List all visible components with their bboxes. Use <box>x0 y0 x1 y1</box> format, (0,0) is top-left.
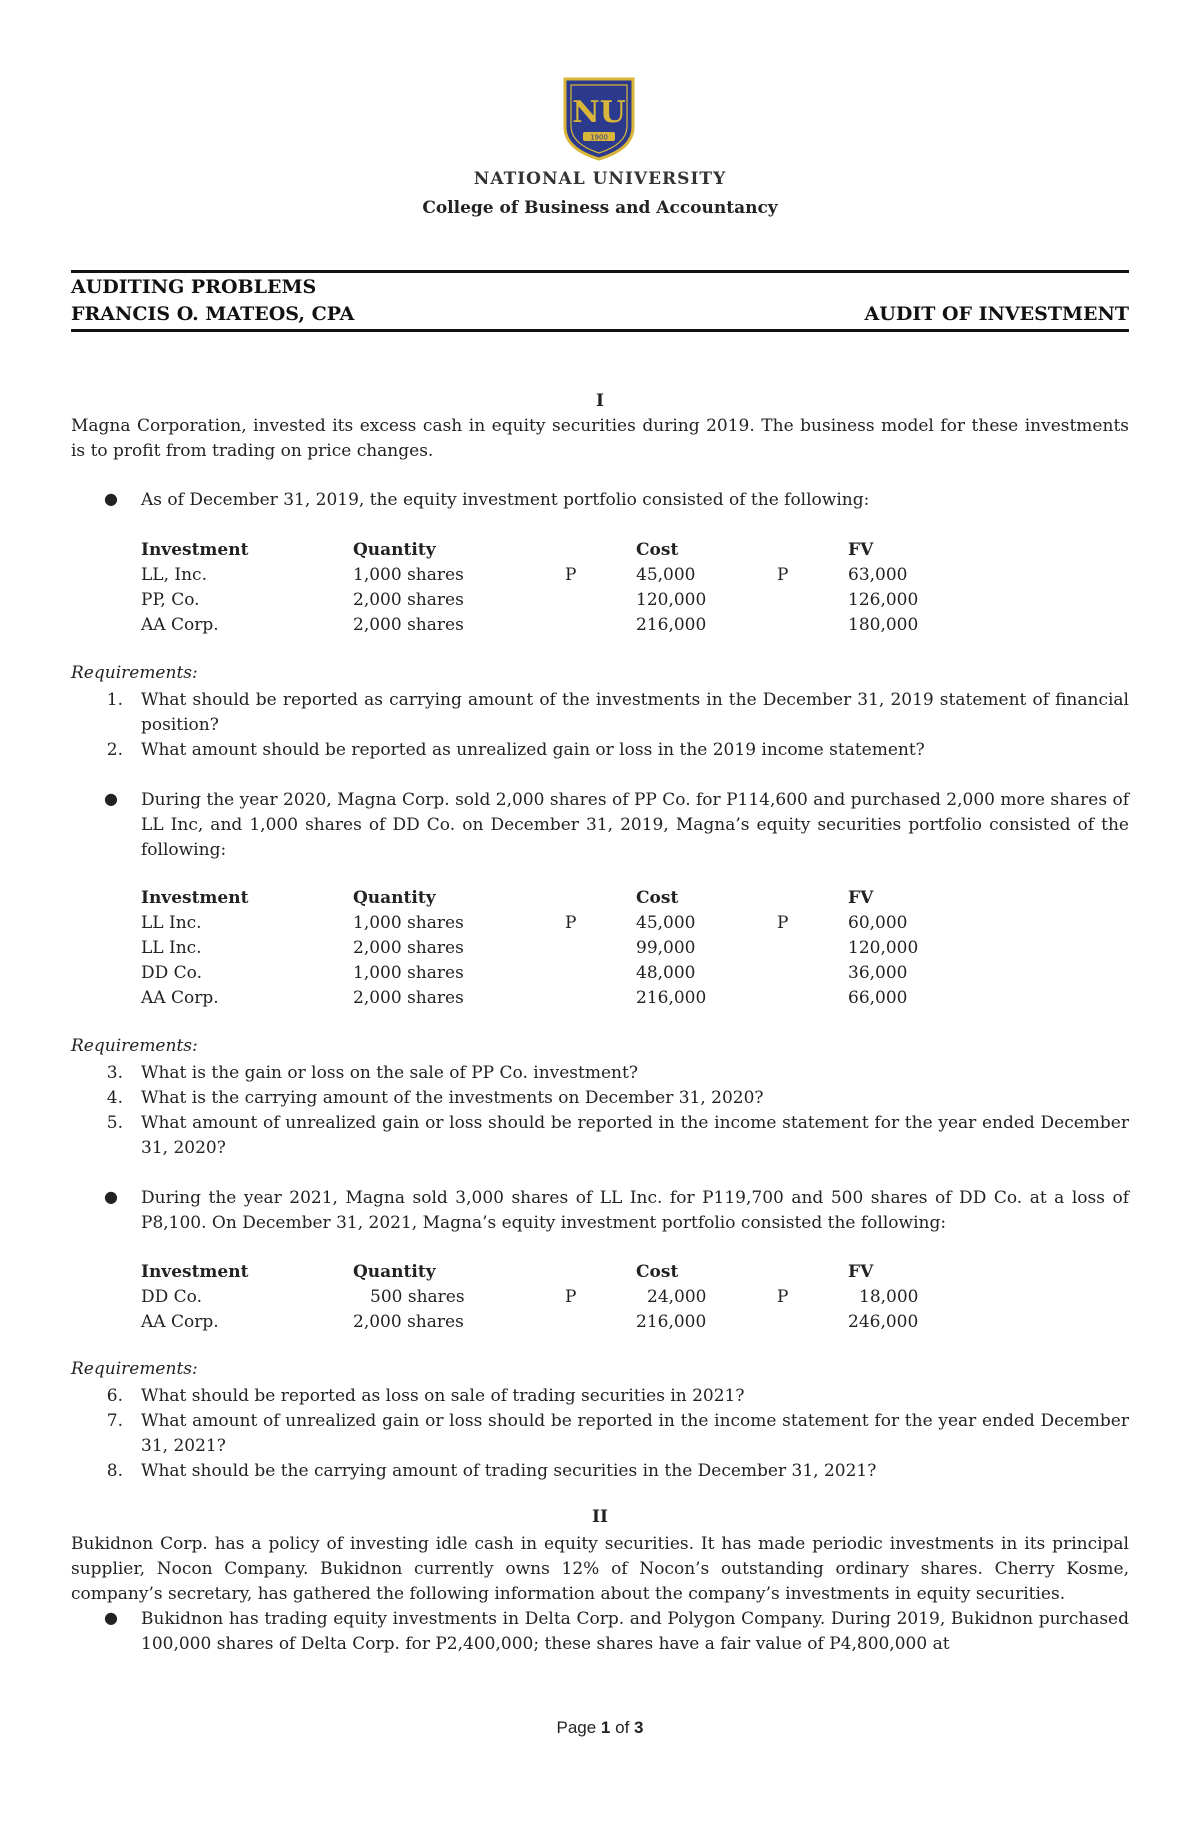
logo-monogram: NU <box>572 95 626 130</box>
table-cell: 180,000 <box>848 615 919 635</box>
req-text: What amount of unrealized gain or loss should be reported in the income statement for the year ended December 31, 2021? <box>141 1411 1129 1456</box>
table-cell: 1,000 shares <box>353 565 464 585</box>
section-numeral-1: I <box>596 391 604 411</box>
table-cell: 126,000 <box>848 590 919 610</box>
of-label: of <box>615 1718 630 1737</box>
table-cell: 216,000 <box>636 988 707 1008</box>
table-cell: 66,000 <box>848 988 908 1008</box>
section1-bullet3: During the year 2021, Magna sold 3,000 shares of LL Inc. for P119,700 and 500 shares of DD Co. at a loss of P8,100. On December 31, 2021, Magna’s equity investment portfolio consisted the following: <box>141 1188 1129 1233</box>
req-number: 4. <box>106 1088 123 1108</box>
req-number: 2. <box>106 740 123 760</box>
header-top-rule <box>71 270 1129 273</box>
bullet-icon: ● <box>104 789 118 808</box>
th-fv: FV <box>848 888 874 908</box>
bullet-icon: ● <box>104 489 118 508</box>
table-cell: 246,000 <box>848 1312 919 1332</box>
table-cell: 18,000 <box>859 1287 919 1307</box>
th-investment: Investment <box>141 888 249 908</box>
table-cell: 1,000 shares <box>353 913 464 933</box>
th-fv: FV <box>848 1262 874 1282</box>
table-cell: LL Inc. <box>141 913 202 933</box>
course-title: AUDITING PROBLEMS <box>71 276 317 298</box>
currency-symbol: P <box>777 1287 789 1307</box>
th-cost: Cost <box>636 540 679 560</box>
currency-symbol: P <box>777 913 789 933</box>
table-cell: 45,000 <box>636 913 696 933</box>
currency-symbol: P <box>565 565 577 585</box>
section1-bullet1: As of December 31, 2019, the equity investment portfolio consisted of the following: <box>141 490 870 510</box>
logo-year: 1900 <box>590 133 608 142</box>
table-cell: LL Inc. <box>141 938 202 958</box>
section-numeral-2: II <box>592 1507 608 1527</box>
university-seal-logo <box>561 77 637 161</box>
req-text: What should be the carrying amount of trading securities in the December 31, 2021? <box>141 1461 877 1481</box>
table-cell: 216,000 <box>636 1312 707 1332</box>
req-number: 8. <box>106 1461 123 1481</box>
req-text: What should be reported as carrying amount of the investments in the December 31, 2019 statement of financial position? <box>141 690 1129 735</box>
th-quantity: Quantity <box>353 1262 436 1282</box>
table-cell: 2,000 shares <box>353 590 464 610</box>
section1-bullet2: During the year 2020, Magna Corp. sold 2,000 shares of PP Co. for P114,600 and purchased 2,000 more shares of LL Inc, and 1,000 shares of DD Co. on December 31, 2019, Magna’s equity securities portfolio consisted of the following: <box>141 790 1129 860</box>
requirements-label: Requirements: <box>71 1036 198 1056</box>
currency-symbol: P <box>565 913 577 933</box>
section1-intro: Magna Corporation, invested its excess cash in equity securities during 2019. The business model for these investments is to profit from trading on price changes. <box>71 416 1129 461</box>
header-bottom-rule <box>71 329 1129 332</box>
th-investment: Investment <box>141 1262 249 1282</box>
page-total: 3 <box>634 1718 644 1737</box>
table-cell: 45,000 <box>636 565 696 585</box>
req-number: 5. <box>106 1113 123 1133</box>
table-cell: 216,000 <box>636 615 707 635</box>
section2-intro: Bukidnon Corp. has a policy of investing idle cash in equity securities. It has made periodic investments in its principal supplier, Nocon Company. Bukidnon currently owns 12% of Nocon’s outstanding ordinary shares. Cherry Kosme, company’s secretary, has gathered the following information about the company’s investments in equity securities. <box>71 1534 1129 1604</box>
req-number: 1. <box>106 690 123 710</box>
req-text: What amount of unrealized gain or loss should be reported in the income statement for the year ended December 31, 2020? <box>141 1113 1129 1158</box>
table-cell: 2,000 shares <box>353 615 464 635</box>
college-name: College of Business and Accountancy <box>422 198 778 218</box>
req-number: 6. <box>106 1386 123 1406</box>
th-quantity: Quantity <box>353 888 436 908</box>
th-investment: Investment <box>141 540 249 560</box>
requirements-label: Requirements: <box>71 1359 198 1379</box>
th-fv: FV <box>848 540 874 560</box>
th-cost: Cost <box>636 888 679 908</box>
table-cell: AA Corp. <box>141 1312 219 1332</box>
table-cell: 99,000 <box>636 938 696 958</box>
req-text: What amount should be reported as unrealized gain or loss in the 2019 income statement? <box>141 740 925 760</box>
table-cell: 48,000 <box>636 963 696 983</box>
req-text: What is the gain or loss on the sale of PP Co. investment? <box>141 1063 638 1083</box>
table-cell: 1,000 shares <box>353 963 464 983</box>
instructor-name: FRANCIS O. MATEOS, CPA <box>71 303 355 325</box>
table-cell: AA Corp. <box>141 988 219 1008</box>
topic-title: AUDIT OF INVESTMENT <box>864 303 1129 325</box>
req-number: 7. <box>106 1411 123 1431</box>
table-cell: LL, Inc. <box>141 565 207 585</box>
page-footer <box>0 1718 1200 1738</box>
page-label: Page <box>556 1718 597 1737</box>
table-cell: 2,000 shares <box>353 988 464 1008</box>
table-cell: DD Co. <box>141 1287 203 1307</box>
table-cell: 2,000 shares <box>353 1312 464 1332</box>
currency-symbol: P <box>565 1287 577 1307</box>
table-cell: 120,000 <box>848 938 919 958</box>
university-name: NATIONAL UNIVERSITY <box>473 169 727 189</box>
bullet-icon: ● <box>104 1608 118 1627</box>
requirements-label: Requirements: <box>71 663 198 683</box>
table-cell: 63,000 <box>848 565 908 585</box>
table-cell: AA Corp. <box>141 615 219 635</box>
table-cell: 36,000 <box>848 963 908 983</box>
req-number: 3. <box>106 1063 123 1083</box>
page-number: 1 <box>600 1718 611 1737</box>
req-text: What is the carrying amount of the investments on December 31, 2020? <box>141 1088 764 1108</box>
table-cell: PP, Co. <box>141 590 200 610</box>
th-cost: Cost <box>636 1262 679 1282</box>
currency-symbol: P <box>777 565 789 585</box>
table-cell: 500 shares <box>370 1287 465 1307</box>
bullet-icon: ● <box>104 1187 118 1206</box>
req-text: What should be reported as loss on sale of trading securities in 2021? <box>141 1386 745 1406</box>
table-cell: DD Co. <box>141 963 203 983</box>
table-cell: 120,000 <box>636 590 707 610</box>
table-cell: 24,000 <box>647 1287 707 1307</box>
table-cell: 2,000 shares <box>353 938 464 958</box>
table-cell: 60,000 <box>848 913 908 933</box>
th-quantity: Quantity <box>353 540 436 560</box>
section2-bullet1: Bukidnon has trading equity investments in Delta Corp. and Polygon Company. During 2019, Bukidnon purchased 100,000 shares of Delta Corp. for P2,400,000; these shares have a fair value of P4,800,000 at <box>141 1609 1129 1654</box>
